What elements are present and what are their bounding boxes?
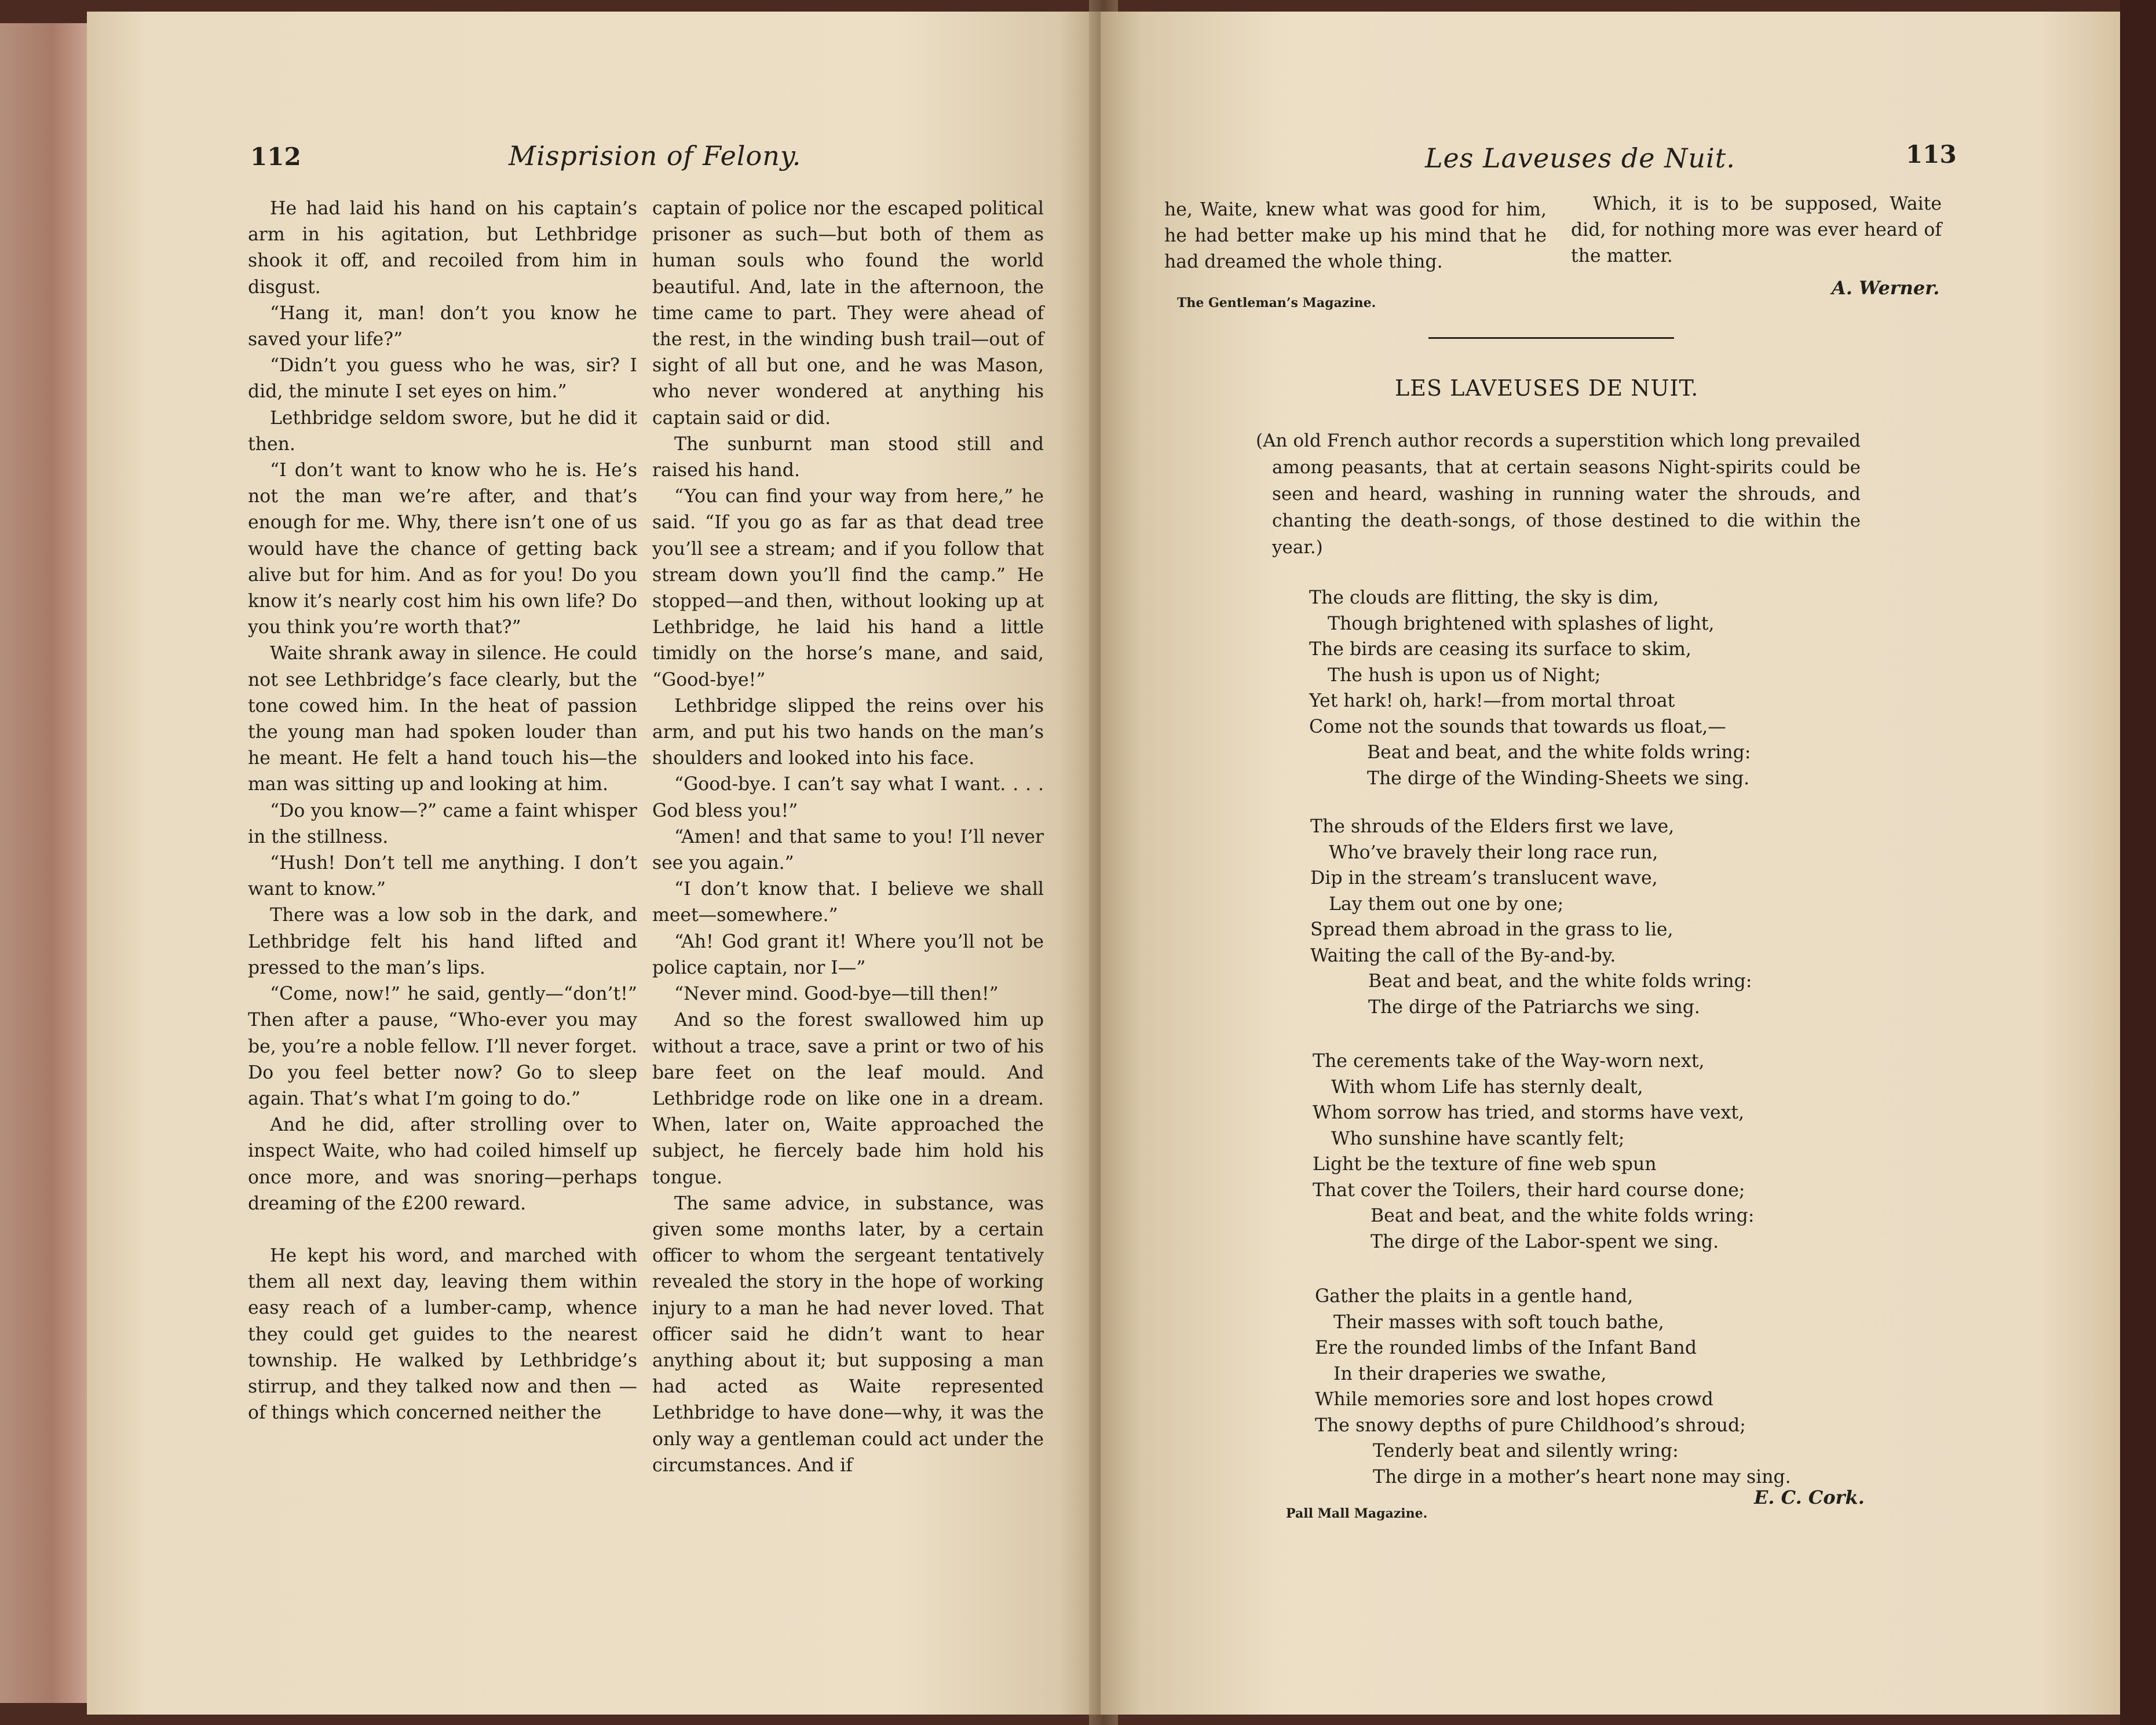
poem-line: Beat and beat, and the white folds wring:	[1367, 742, 1751, 763]
paragraph: captain of police nor the escaped political prisoner as such—but both of them as human souls who found the world beautiful. And, late in the afternoon, the time came to part. They were ahead of the rest, in the winding bush trail—out of sight of all but one, and he was Mason, who never wondered at anything his captain said or did.	[652, 198, 1044, 429]
paragraph: “I don’t know that. I believe we shall meet—somewhere.”	[652, 879, 1044, 926]
left-column-1	[248, 196, 637, 1426]
poem-line: The shrouds of the Elders first we lave,	[1310, 816, 1675, 837]
paragraph: And he did, after strolling over to inspect Waite, who had coiled himself up once more, and was snoring—perhaps dreaming of the £200 reward.	[248, 1114, 637, 1214]
poem-line: Gather the plaits in a gentle hand,	[1315, 1286, 1634, 1307]
paragraph: Which, it is to be supposed, Waite did, for nothing more was ever heard of the matter.	[1571, 193, 1942, 267]
poem-line: The birds are ceasing its surface to skim,	[1309, 639, 1691, 660]
poem-line: While memories sore and lost hopes crowd	[1315, 1389, 1713, 1410]
paragraph: He kept his word, and marched with them all next day, leaving them within easy reach of a lumber-camp, whence they could get guides to the nearest township. He walked by Lethbridge’s stirrup, and they talked now and then —of things which concerned neither the	[248, 1245, 637, 1424]
poem-line: Beat and beat, and the white folds wring:	[1371, 1205, 1755, 1226]
left-page	[87, 12, 1101, 1715]
poem-line: The hush is upon us of Night;	[1328, 664, 1601, 686]
poem-stanza-1	[1309, 585, 1751, 791]
paragraph: He had laid his hand on his captain’s arm in his agitation, but Lethbridge shook it off, and recoiled from him in disgust.	[248, 198, 637, 298]
paragraph: There was a low sob in the dark, and Lethbridge felt his hand lifted and pressed to the man’s lips.	[248, 905, 637, 978]
book-cover-edge	[0, 23, 87, 1703]
poem-line: Yet hark! oh, hark!—from mortal throat	[1309, 690, 1675, 711]
continuation-column-1	[1164, 197, 1547, 276]
paragraph: “Good-bye. I can’t say what I want. . . . God bless you!”	[652, 774, 1044, 821]
paragraph: Lethbridge slipped the reins over his arm, and put his two hands on the man’s shoulders and looked into his face.	[652, 695, 1044, 769]
source-credit: The Gentleman’s Magazine.	[1177, 295, 1376, 310]
poem-line: Come not the sounds that towards us float,—	[1309, 716, 1726, 737]
poem-line: The dirge in a mother’s heart none may sing.	[1373, 1466, 1791, 1488]
paragraph: “Amen! and that same to you! I’ll never see you again.”	[652, 826, 1044, 874]
poem-line: Tenderly beat and silently wring:	[1373, 1441, 1679, 1461]
poem-line: Who sunshine have scantly felt;	[1331, 1128, 1625, 1149]
poem-line: Though brightened with splashes of light,	[1328, 613, 1715, 634]
paragraph: The same advice, in substance, was given some months later, by a certain officer to whom the sergeant tentatively revealed the story in the hope of working injury to a man he had never loved. That officer said he didn’t want to hear anything about it; but supposing a man had acted as Waite represented Lethbridge to have done—why, it was the only way a gentleman could act under the circumstances. And if	[652, 1193, 1044, 1476]
paragraph: And so the forest swallowed him up without a trace, save a print or two of his bare feet on the leaf mould. And Lethbridge rode on like one in a dream. When, later on, Waite approached the subject, he fiercely bade him hold his tongue.	[652, 1010, 1044, 1188]
poem-line: The snowy depths of pure Childhood’s shroud;	[1315, 1415, 1746, 1436]
paragraph: The sunburnt man stood still and raised his hand.	[652, 433, 1044, 481]
right-page	[1101, 12, 2120, 1715]
poem-line: Who’ve bravely their long race run,	[1329, 842, 1658, 863]
poem-line: Light be the texture of fine web spun	[1313, 1154, 1657, 1175]
right-page-number: 113	[1906, 140, 1957, 169]
paragraph: (An old French author records a superstition which long prevailed among peasants, that at certain seasons Night-spirits could be seen and heard, washing in running water the shrouds, and chanting the death-songs, of those destined to die within the year.)	[1256, 430, 1861, 558]
continuation-column-2	[1571, 191, 1942, 270]
poem-line: Their masses with soft touch bathe,	[1333, 1311, 1664, 1333]
poem-line: Lay them out one by one;	[1329, 893, 1564, 915]
section-divider	[1428, 337, 1674, 339]
poem-stanza-2	[1310, 814, 1752, 1020]
paragraph: “Didn’t you guess who he was, sir? I did, the minute I set eyes on him.”	[248, 355, 637, 403]
poem-line: Beat and beat, and the white folds wring:	[1368, 971, 1752, 992]
poem-line: The dirge of the Patriarchs we sing.	[1368, 996, 1700, 1018]
paragraph: “I don’t want to know who he is. He’s not the man we’re after, and that’s enough for me. Why, there isn’t one of us would have the chance of getting back alive but for him. And as for you! Do you know it’s nearly cost him his own life? Do you think you’re worth that?”	[248, 460, 637, 638]
paragraph: “You can find your way from here,” he said. “If you go as far as that dead tree you’ll see a stream; and if you follow that stream down you’ll find the camp.” He stopped—and then, without looking up at Lethbridge, he laid his hand a little timidly on the horse’s mane, and said, “Good-bye!”	[652, 486, 1044, 690]
author-credit: E. C. Cork.	[1754, 1486, 1865, 1508]
paragraph: “Hang it, man! don’t you know he saved your life?”	[248, 302, 637, 350]
paragraph: Waite shrank away in silence. He could not see Lethbridge’s face clearly, but the tone cowed him. In the heat of passion the young man had spoken louder than he meant. He felt a hand touch his—the man was sitting up and looking at him.	[248, 643, 637, 795]
author-credit: A. Werner.	[1832, 277, 1940, 299]
paragraph: “Do you know—?” came a faint whisper in the stillness.	[248, 800, 637, 847]
poem-line: Ere the rounded limbs of the Infant Band	[1315, 1337, 1697, 1358]
poem-line: That cover the Toilers, their hard course done;	[1313, 1179, 1745, 1201]
poem-line: With whom Life has sternly dealt,	[1331, 1076, 1643, 1098]
left-running-title: Misprision of Felony.	[509, 140, 802, 171]
paragraph: he, Waite, knew what was good for him, he had better make up his mind that he had dreamed the whole thing.	[1164, 199, 1547, 273]
poem-line: Dip in the stream’s translucent wave,	[1310, 868, 1658, 889]
poem-line: The clouds are flitting, the sky is dim,	[1309, 587, 1659, 608]
poem-stanza-3	[1313, 1048, 1754, 1255]
right-running-title: Les Laveuses de Nuit.	[1425, 142, 1735, 174]
left-page-number: 112	[250, 142, 301, 171]
poem-introduction	[1256, 427, 1861, 561]
paragraph: Lethbridge seldom swore, but he did it then.	[248, 407, 637, 455]
paragraph: “Ah! God grant it! Where you’ll not be police captain, nor I—”	[652, 931, 1044, 978]
poem-line: The cerements take of the Way-worn next,	[1313, 1051, 1705, 1072]
poem-line: Whom sorrow has tried, and storms have vext,	[1313, 1102, 1745, 1123]
left-column-2	[652, 196, 1044, 1479]
source-credit: Pall Mall Magazine.	[1286, 1506, 1428, 1521]
poem-line: The dirge of the Winding-Sheets we sing.	[1367, 768, 1750, 789]
book-cover-edge	[2120, 0, 2156, 1725]
poem-title: LES LAVEUSES DE NUIT.	[1395, 375, 1699, 401]
poem-line: Spread them abroad in the grass to lie,	[1310, 919, 1673, 940]
poem-line: In their draperies we swathe,	[1333, 1363, 1607, 1384]
poem-line: The dirge of the Labor-spent we sing.	[1371, 1231, 1719, 1252]
paragraph: “Never mind. Good-bye—till then!”	[674, 984, 999, 1005]
poem-line: Waiting the call of the By-and-by.	[1310, 945, 1616, 966]
poem-stanza-4	[1315, 1284, 1791, 1490]
paragraph: “Come, now!” he said, gently—“don’t!” Then after a pause, “Who-ever you may be, you’re a noble fellow. I’ll never forget. Do you feel better now? Go to sleep again. That’s what I’m going to do.”	[248, 984, 637, 1109]
paragraph: “Hush! Don’t tell me anything. I don’t want to know.”	[248, 853, 637, 900]
